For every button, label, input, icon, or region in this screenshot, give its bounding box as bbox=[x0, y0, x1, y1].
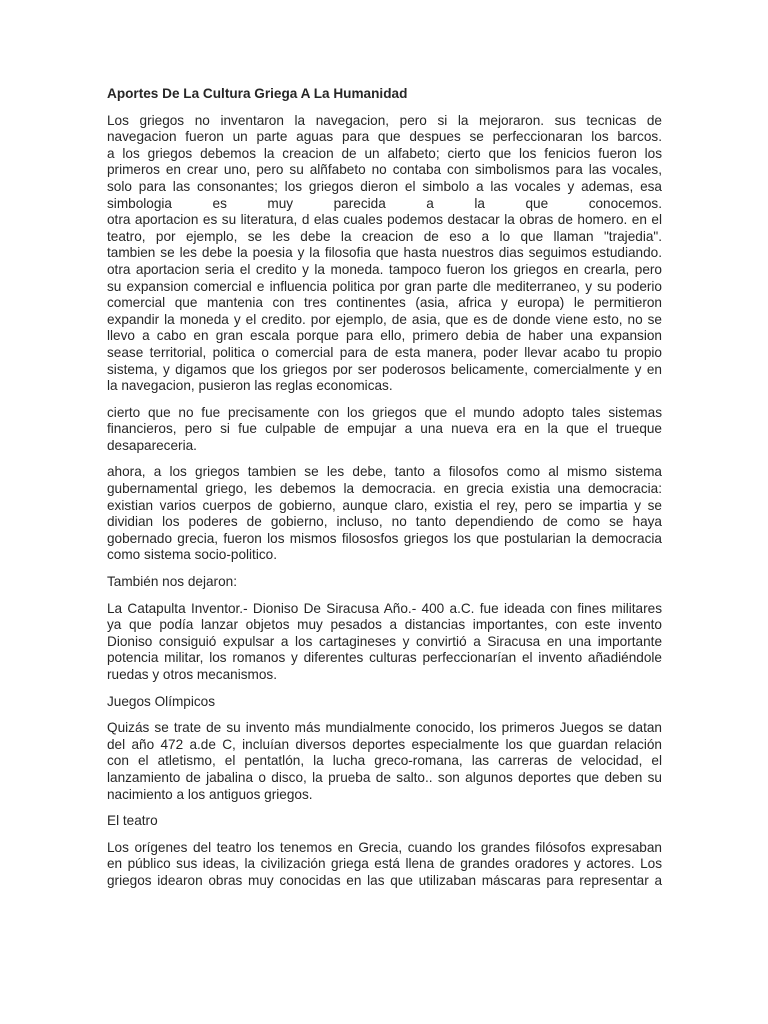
document-page bbox=[107, 86, 662, 900]
text-line: solo para las consonantes; los griegos dieron el simbolo a las vocales y ademas, esa bbox=[107, 178, 662, 194]
text-line: a los griegos debemos la creacion de un alfabeto; cierto que los fenicios fueron los bbox=[107, 145, 662, 161]
text-line: También nos dejaron: bbox=[107, 574, 237, 590]
document-title: Aportes De La Cultura Griega A La Humanidad bbox=[107, 86, 408, 101]
text-line: expandir la moneda y el credito. por ejemplo, de asia, que es de donde viene esto, no se bbox=[107, 311, 662, 327]
text-line: navegacion fueron un parte aguas para que despues se perfeccionaran los barcos. bbox=[107, 129, 662, 145]
text-line: otra aportacion es su literatura, d elas cuales podemos destacar la obras de homero. en el bbox=[107, 212, 662, 228]
text-line: dividian los poderes de gobierno, incluso, no tanto dependiendo de como se haya bbox=[107, 514, 662, 530]
body-paragraph bbox=[107, 601, 662, 684]
text-line: teatro, por ejemplo, se les debe la creacion de eso a lo que llaman "trajedia". bbox=[107, 228, 662, 244]
text-line: Dioniso consiguió expulsar a los cartagineses y convirtió a Siracusa en una importante bbox=[107, 633, 662, 649]
body-paragraph bbox=[107, 720, 662, 803]
text-line: Los griegos no inventaron la navegacion, pero si la mejoraron. sus tecnicas de bbox=[107, 112, 662, 128]
text-line: lanzamiento de jabalina o disco, la prueba de salto.. son algunos deportes que deben su bbox=[107, 769, 662, 785]
text-line: comercial que mantenia con tres continentes (asia, africa y europa) le permitieron bbox=[107, 295, 662, 311]
section-heading bbox=[107, 694, 662, 711]
text-line: ruedas y otros mecanismos. bbox=[107, 667, 277, 682]
text-line: cierto que no fue precisamente con los griegos que el mundo adopto tales sistemas bbox=[107, 404, 662, 420]
text-line: otra aportacion seria el credito y la moneda. tampoco fueron los griegos en crearla, pero bbox=[107, 261, 662, 277]
text-line: simbologia es muy parecida a la que conocemos. bbox=[107, 195, 662, 211]
text-line: Juegos Olímpicos bbox=[107, 693, 216, 709]
document-body bbox=[107, 113, 662, 890]
text-line: del año 472 a.de C, incluían diversos deportes especialmente los que guardan relación bbox=[107, 736, 662, 752]
text-line: gobernado grecia, fueron los mismos filososfos griegos los que postularian la democracia bbox=[107, 530, 662, 546]
section-heading bbox=[107, 574, 662, 591]
body-paragraph bbox=[107, 405, 662, 455]
text-line: existian varios cuerpos de gobierno, aunque claro, existia el rey, pero se impartia y se bbox=[107, 497, 662, 513]
text-line: desapareceria. bbox=[107, 437, 197, 453]
text-line: la navegacion, pusieron las reglas economicas. bbox=[107, 378, 393, 394]
text-line: Quizás se trate de su invento más mundialmente conocido, los primeros Juegos se datan bbox=[107, 720, 662, 736]
text-line: El teatro bbox=[107, 813, 158, 829]
body-paragraph bbox=[107, 113, 662, 395]
text-line: potencia militar, los romanos y diferentes culturas perfeccionarían el invento añadiéndole bbox=[107, 650, 662, 666]
text-line: primeros en crear uno, pero su alñfabeto no contaba con simbolismos para las vocales, bbox=[107, 162, 662, 178]
text-line: con el atletismo, el pentatlón, la lucha greco-romana, las carreras de velocidad, el bbox=[107, 753, 662, 769]
text-line: en público sus ideas, la civilización griega está llena de grandes oradores y actores. Los bbox=[107, 856, 662, 872]
text-line: su expansion comercial e influencia politica por gran parte dle mediterraneo, y su poderio bbox=[107, 278, 662, 294]
text-line: sease territorial, politica o comercial para de esta manera, poder llevar acabo tu propio bbox=[107, 344, 662, 360]
body-paragraph bbox=[107, 840, 662, 890]
text-line: financieros, pero si fue culpable de empujar a una nueva era en la que el trueque bbox=[107, 421, 662, 437]
text-line: Los orígenes del teatro los tenemos en Grecia, cuando los grandes filósofos expresaban bbox=[107, 839, 662, 855]
body-paragraph bbox=[107, 464, 662, 564]
text-line: La Catapulta Inventor.- Dioniso De Siracusa Año.- 400 a.C. fue ideada con fines militares bbox=[107, 600, 662, 616]
text-line: llevo a cabo en gran escala porque para ello, primero debia de haber una expansion bbox=[107, 328, 662, 344]
text-line: nacimiento a los antiguos griegos. bbox=[107, 786, 313, 802]
section-heading bbox=[107, 813, 662, 830]
text-line: griegos idearon obras muy conocidas en las que utilizaban máscaras para representar a bbox=[107, 872, 662, 888]
text-line: como sistema socio-politico. bbox=[107, 547, 277, 563]
text-line: sistema, y digamos que los griegos por ser poderosos belicamente, comercialmente y en bbox=[107, 361, 662, 377]
text-line: ahora, a los griegos tambien se les debe, tanto a filosofos como al mismo sistema bbox=[107, 464, 662, 480]
text-line: gubernamental griego, les debemos la democracia. en grecia existia una democracia: bbox=[107, 481, 662, 497]
text-line: tambien se les debe la poesia y la filosofia que hasta nuestros dias seguimos estudiando. bbox=[107, 245, 662, 261]
text-line: ya que podía lanzar objetos muy pesados a distancias importantes, con este invento bbox=[107, 617, 662, 633]
